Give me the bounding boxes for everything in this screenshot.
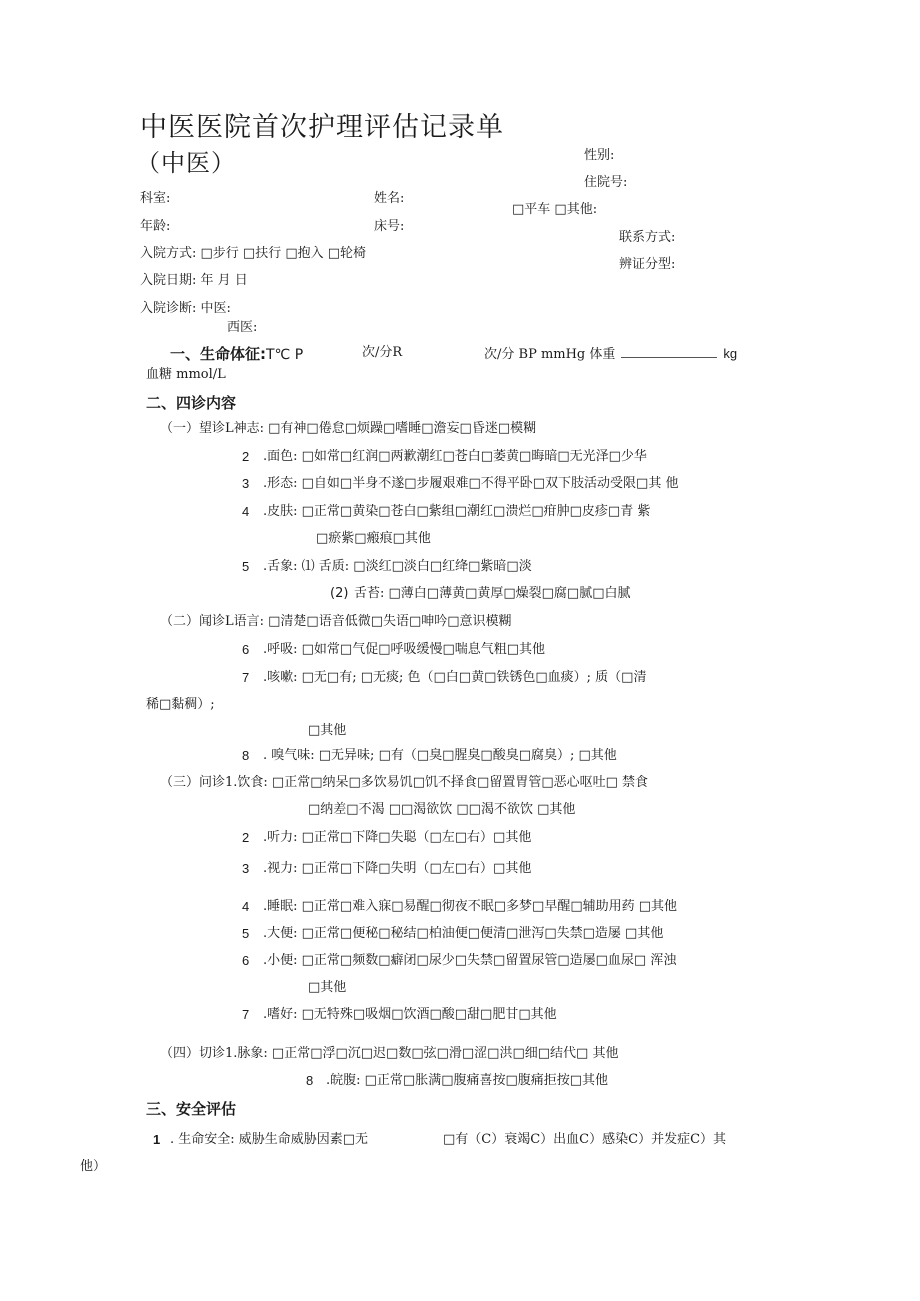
admission-no-label: 住院号: <box>584 175 628 190</box>
weight-input-line[interactable] <box>621 345 717 358</box>
age-label: 年龄: <box>140 219 171 234</box>
wen-diet-row[interactable]: （三）问诊1.饮食: □正常□纳呆□多饮易饥□饥不择食□留置胃管□恶心呕吐□ 禁食 <box>160 775 649 790</box>
urine-row[interactable]: .小便: □正常□频数□癖闭□尿少□失禁□留置尿管□造屡□血尿□ 浑浊 <box>263 953 677 968</box>
glucose-label: 血糖 mmol/L <box>146 367 226 382</box>
contact-label: 联系方式: <box>619 230 676 245</box>
gender-label: 性别: <box>584 148 615 163</box>
q5-num: 5 <box>242 926 250 941</box>
hearing-row[interactable]: .听力: □正常□下降□失聪（□左□右）□其他 <box>263 830 532 845</box>
w5-sub-num: (2) <box>330 586 349 601</box>
stool-row[interactable]: .大便: □正常□便秘□秘结□柏油便□便清□泄泻□失禁□造屡 □其他 <box>263 926 664 941</box>
tongue-coating-row[interactable]: 舌苔: □薄白□薄黄□黄厚□燥裂□腐□腻□白腻 <box>354 586 631 601</box>
complexion-row[interactable]: .面色: □如常□红润□两歉潮红□苍白□萎黄□晦暗□无光泽□少华 <box>263 449 647 464</box>
diagnosis-tcm-label: 入院诊断: 中医: <box>140 301 231 316</box>
page-title: 中医医院首次护理评估记录单 <box>140 112 504 143</box>
q2-num: 2 <box>242 830 250 845</box>
sleep-row[interactable]: .睡眠: □正常□难入寐□易醒□彻夜不眠□多梦□早醒□辅助用药 □其他 <box>263 899 678 914</box>
n6-num: 6 <box>242 642 250 657</box>
breath-row[interactable]: .呼吸: □如常□气促□呼吸缓慢□喘息气粗□其他 <box>263 642 546 657</box>
vitals-pulse-unit: 次/分R <box>362 345 403 360</box>
vitals-resp-unit: 次/分 BP mmHg 体重 <box>484 347 616 362</box>
q6-num: 6 <box>242 953 250 968</box>
form-row[interactable]: .形态: □自如□半身不遂□步履艰难□不得平卧□双下肢活动受限□其 他 <box>263 476 679 491</box>
admission-date-label: 入院日期: 年 月 日 <box>140 273 248 288</box>
habits-row[interactable]: .嗜好: □无特殊□吸烟□饮酒□酸□甜□肥甘□其他 <box>263 1007 557 1022</box>
vitals-row <box>170 345 303 364</box>
vitals-heading: 一、生命体征: <box>170 345 266 363</box>
abdomen-row[interactable]: .皖腹: □正常□胀满□腹痛喜按□腹痛拒按□其他 <box>326 1073 609 1088</box>
vitals-tp: T℃ P <box>266 347 304 363</box>
diet-row-cont[interactable]: □纳差□不渴 □□渴欲饮 □□渴不欲饮 □其他 <box>308 802 576 817</box>
syndrome-label: 辨证分型: <box>619 257 676 272</box>
weight-unit: kg <box>723 346 738 361</box>
skin-row-cont[interactable]: □瘀紫□瘢痕□其他 <box>316 531 431 546</box>
c8-num: 8 <box>306 1073 314 1088</box>
diagnosis-western-label: 西医: <box>227 320 258 335</box>
s1-num: 1 <box>153 1132 161 1147</box>
vision-row[interactable]: .视力: □正常□下降□失明（□左□右）□其他 <box>263 861 532 876</box>
life-safety-cont: 他） <box>80 1159 107 1174</box>
wang-spirit-row[interactable]: （一）望诊L神志: □有神□倦怠□烦躁□嗜睡□澹妄□昏迷□模糊 <box>160 421 537 436</box>
name-label: 姓名: <box>374 191 405 206</box>
four-diag-heading: 二、四诊内容 <box>146 394 237 412</box>
life-safety-label: . 生命安全: 威胁生命威胁因素□无 <box>170 1132 369 1147</box>
admission-method-checkboxes[interactable]: 入院方式: □步行 □扶行 □抱入 □轮椅 <box>140 246 367 261</box>
skin-row[interactable]: .皮肤: □正常□黄染□苍白□紫组□潮红□溃烂□疳肿□皮疹□青 紫 <box>263 504 651 519</box>
page-subtitle: （中医） <box>136 149 236 177</box>
w4-num: 4 <box>242 504 250 519</box>
wen-language-row[interactable]: （二）闻诊L语言: □清楚□语音低微□失语□呻吟□意识模糊 <box>160 614 512 629</box>
cough-row[interactable]: .咳嗽: □无□有; □无痰; 色（□白□黄□铁锈色□血痰）; 质（□清 <box>263 670 647 685</box>
q4-num: 4 <box>242 899 250 914</box>
safety-heading: 三、安全评估 <box>146 1100 237 1118</box>
cough-row-cont[interactable]: 稀□黏稠）; <box>146 697 215 712</box>
transport-extra-checkboxes[interactable]: □平车 □其他: <box>512 202 598 217</box>
cough-other[interactable]: □其他 <box>308 723 347 738</box>
w3-num: 3 <box>242 476 250 491</box>
n8-num: 8 <box>242 748 250 763</box>
smell-row[interactable]: . 嗅气味: □无异味; □有（□臭□腥臭□酸臭□腐臭）; □其他 <box>263 748 617 763</box>
w5-num: 5 <box>242 559 250 574</box>
tongue-row[interactable]: .舌象: ⑴ 舌质: □淡红□淡白□红绛□紫暗□淡 <box>263 559 532 574</box>
w2-num: 2 <box>242 449 250 464</box>
department-label: 科室: <box>140 191 171 206</box>
urine-row-cont[interactable]: □其他 <box>308 980 347 995</box>
qie-pulse-row[interactable]: （四）切诊1.脉象: □正常□浮□沉□迟□数□弦□滑□涩□洪□细□结代□ 其他 <box>160 1046 619 1061</box>
n7-num: 7 <box>242 670 250 685</box>
life-safety-options[interactable]: □有（C）衰竭C）出血C）感染C）并发症C）其 <box>443 1132 727 1147</box>
bed-label: 床号: <box>374 219 405 234</box>
vitals-resp-unit-row <box>484 345 737 363</box>
q7-num: 7 <box>242 1007 250 1022</box>
q3-num: 3 <box>242 861 250 876</box>
